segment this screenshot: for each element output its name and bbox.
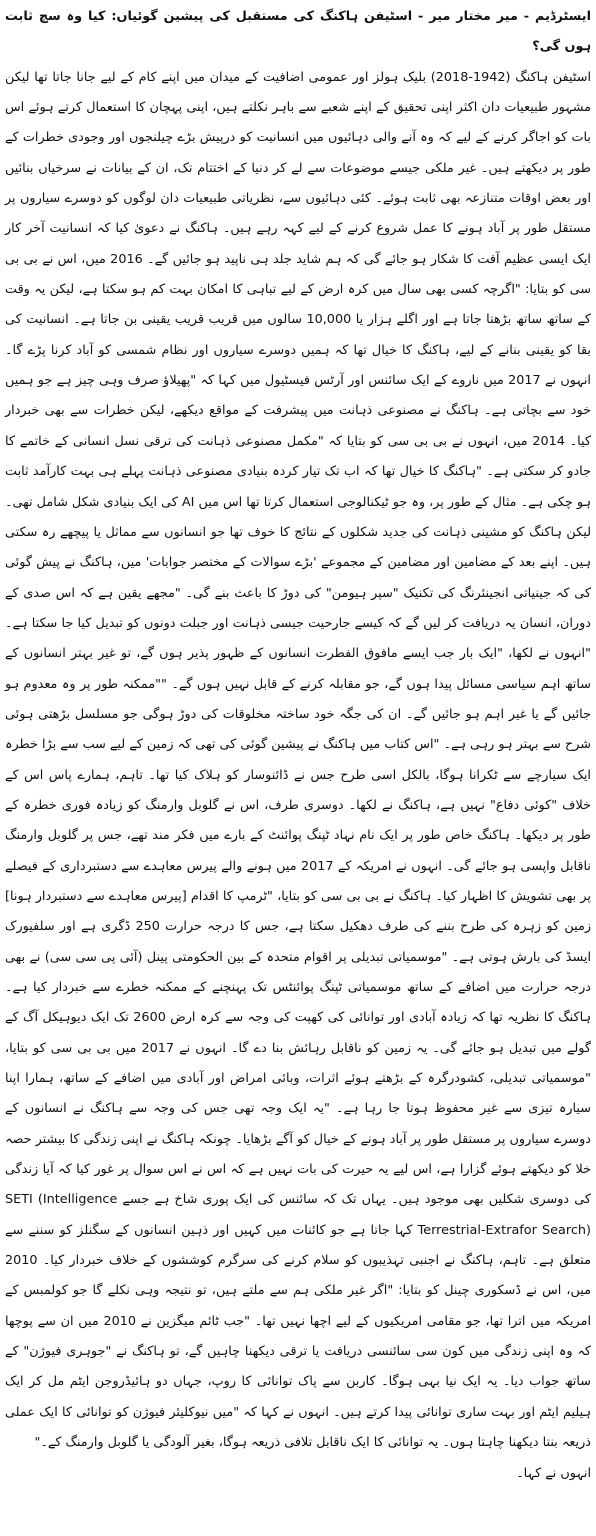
article xyxy=(5,0,591,1489)
article-closing-line: انہوں نے کہا۔ xyxy=(516,1465,591,1481)
article-headline: ایسٹرڈیم - میر مختار میر - اسٹیفن ہاکنگ کی مستقبل کی پیشین گوئیاں: کیا وہ سچ ثابت ہوں گی؟ xyxy=(5,9,591,55)
article-body: اسٹیفن ہاکنگ (1942-2018) بلیک ہولز اور عمومی اضافیت کے میدان میں اپنے کام کے لیے جانا جاتا تھا لیکن مشہور طبیعیات دان اکثر اپنی تحقیق کے اپنے شعبے سے باہر نکلتے ہیں، اپنی پہچان کا استعمال کرتے ہوئے اس بات کو اجاگر کرنے کے لیے کہ وہ آنے والی دہائیوں میں انسانیت کو درپیش بڑے چیلنجوں اور وجودی خطرات کے طور پر دیکھتے ہیں۔ غیر ملکی جیسے موضوعات سے لے کر دنیا کے اختتام تک، ان کے بیانات نے سرخیاں بنائیں اور بعض اوقات متنازعہ بھی ثابت ہوئے۔ کئی دہائیوں سے، نظریاتی طبیعیات دان لوگوں کو دوسرے سیاروں پر مستقل طور پر آباد ہونے کا عمل شروع کرنے کے لیے کہہ رہے ہیں۔ ہاکنگ نے دعویٰ کیا کہ انسانیت آخر کار ایک ایسی عظیم آفت کا شکار ہو جائے گی کہ ہم شاید جلد ہی ناپید ہو جائیں گے۔ 2016 میں، اس نے بی بی سی کو بتایا: "اگرچہ کسی بھی سال میں کرہ ارض کے لیے تباہی کا امکان بہت کم ہو سکتا ہے، لیکن یہ وقت کے ساتھ ساتھ بڑھتا جاتا ہے اور اگلے ہزار یا 10,000 سالوں میں قریب قریب یقینی بن جاتا ہے۔ انسانیت کی بقا کو یقینی بنانے کے لیے، ہاکنگ کا خیال تھا کہ ہمیں دوسرے سیاروں اور نظام شمسی کو آباد کرنا پڑے گا۔ انہوں نے 2017 میں ناروے کے ایک سائنس اور آرٹس فیسٹیول میں کہا کہ "پھیلاؤ صرف وہی چیز ہے جو ہمیں خود سے بچاتی ہے۔ ہاکنگ نے مصنوعی ذہانت میں پیشرفت کے مواقع دیکھے، لیکن خطرات سے بھی خبردار کیا۔ 2014 میں، انہوں نے بی بی سی کو بتایا کہ "مکمل مصنوعی ذہانت کی ترقی نسل انسانی کے خاتمے کا جادو کر سکتی ہے۔ "ہاکنگ کا خیال تھا کہ اب تک تیار کردہ بنیادی مصنوعی ذہانت پہلے ہی بہت کارآمد ثابت ہو چکی ہے۔ مثال کے طور پر، وہ جو ٹیکنالوجی استعمال کرتا تھا اس میں AI کی ایک بنیادی شکل شامل تھی۔ لیکن ہاکنگ کو مشینی ذہانت کی جدید شکلوں کے نتائج کا خوف تھا جو انسانوں سے مماثل یا پیچھے رہ سکتی ہیں۔ اپنے بعد کے مضامین اور مضامین کے مجموعے 'بڑے سوالات کے مختصر جوابات' میں، ہاکنگ نے پیش گوئی کی کہ جینیاتی انجینئرنگ کی تکنیک "سپر ہیومن" کی دوڑ کا باعث بنے گی۔ "مجھے یقین ہے کہ اس صدی کے دوران، انسان یہ دریافت کر لیں گے کہ کیسے جارحیت جیسی ذہانت اور جبلت دونوں کو تبدیل کیا جا سکتا ہے۔ "انہوں نے لکھا، "ایک بار جب ایسے مافوق الفطرت انسانوں کے ظہور پذیر ہوں گے، تو غیر بہتر انسانوں کے ساتھ اہم سیاسی مسائل پیدا ہوں گے، جو مقابلہ کرنے کے قابل نہیں ہوں گے۔ ""ممکنہ طور پر وہ معدوم ہو جائیں گے یا غیر اہم ہو جائیں گے۔ ان کی جگہ خود ساختہ مخلوقات کی دوڑ ہوگی جو مسلسل بڑھتی ہوئی شرح سے بہتر ہو رہی ہے۔ "اس کتاب میں ہاکنگ نے پیشین گوئی کی تھی کہ زمین کے لیے سب سے بڑا خطرہ ایک سیارچے سے ٹکرانا ہوگا، بالکل اسی طرح جس نے ڈائنوسار کو ہلاک کیا تھا۔ تاہم، ہمارے پاس اس کے خلاف "کوئی دفاع" نہیں ہے، ہاکنگ نے لکھا۔ دوسری طرف، اس نے گلوبل وارمنگ کو زیادہ فوری خطرہ کے طور پر دیکھا۔ ہاکنگ خاص طور پر ایک نام نہاد ٹپنگ پوائنٹ کے بارے میں فکر مند تھے، جس پر گلوبل وارمنگ ناقابل واپسی ہو جائے گی۔ انہوں نے امریکہ کے 2017 میں ہونے والے پیرس معاہدے سے دستبرداری کے فیصلے پر بھی تشویش کا اظہار کیا۔ ہاکنگ نے بی بی سی کو بتایا، "ٹرمپ کا اقدام [پیرس معاہدے سے دستبردار ہونا] زمین کو زہرہ کی طرح بننے کی طرف دھکیل سکتا ہے، جس کا درجہ حرارت 250 ڈگری ہے اور سلفیورک ایسڈ کی بارش ہوتی ہے۔ "موسمیاتی تبدیلی پر اقوام متحدہ کے بین الحکومتی پینل (آئی پی سی سی) نے بھی درجہ حرارت میں اضافے کے ساتھ موسمیاتی ٹپنگ پوائنٹس تک پہنچنے کے ممکنہ خطرے سے خبردار کیا ہے۔ ہاکنگ کا نظریہ تھا کہ زیادہ آبادی اور توانائی کی کھپت کی وجہ سے کرہ ارض 2600 تک ایک دیوہیکل آگ کے گولے میں تبدیل ہو جائے گی۔ یہ زمین کو ناقابل رہائش بنا دے گا۔ انہوں نے 2017 میں بی بی سی کو بتایا، "موسمیاتی تبدیلی، کشودرگرہ کے بڑھتے ہوئے اثرات، وبائی امراض اور آبادی میں اضافے کے ساتھ، ہمارا اپنا سیارہ تیزی سے غیر محفوظ ہوتا جا رہا ہے۔ "یہ ایک وجہ تھی جس کی وجہ سے ہاکنگ نے انسانوں کے دوسرے سیاروں پر مستقل طور پر آباد ہونے کے خیال کو آگے بڑھایا۔ چونکہ ہاکنگ نے اپنی زندگی کا بیشتر حصہ خلا کو دیکھتے ہوئے گزارا ہے، اس لیے یہ حیرت کی بات نہیں ہے کہ اس نے اس سوال پر غور کیا کہ آیا زندگی کی دوسری شکلیں بھی موجود ہیں۔ یہاں تک کہ سائنس کی ایک پوری شاخ ہے جسے SETI (Intelligence Terrestrial-Extrafor Search) کہا جاتا ہے جو کائنات میں کہیں اور ذہین انسانوں کے سگنلز کو سننے سے متعلق ہے۔ تاہم، ہاکنگ نے اجنبی تہذیبوں کو سلام کرنے کی سرگرم کوششوں کے خلاف خبردار کیا۔ 2010 میں، اس نے ڈسکوری چینل کو بتایا: "اگر غیر ملکی ہم سے ملتے ہیں، تو نتیجہ وہی نکلے گا جو کولمبس کے امریکہ میں اترا تھا، جو مقامی امریکیوں کے لیے اچھا نہیں تھا۔ "جب ٹائم میگزین نے 2010 میں ان سے پوچھا کہ وہ اپنی زندگی میں کون سی سائنسی دریافت یا ترقی دیکھنا چاہیں گے، تو ہاکنگ نے "جوہری فیوژن" کے ساتھ جواب دیا۔ یہ ایک نیا بہی ہوگا۔ کاربن سے پاک توانائی کا روپ، جہاں دو ہائیڈروجن ایٹم مل کر ایک ہیلیم ایٹم اور بہت ساری توانائی پیدا کرتے ہیں۔ انہوں نے کہا کہ "میں نیوکلیئر فیوژن کو توانائی کا ایک عملی ذریعہ بنتا دیکھنا چاہتا ہوں۔ یہ توانائی کا ایک ناقابل تلافی ذریعہ ہوگا، بغیر آلودگی یا گلوبل وارمنگ کے۔" xyxy=(4,69,592,1451)
